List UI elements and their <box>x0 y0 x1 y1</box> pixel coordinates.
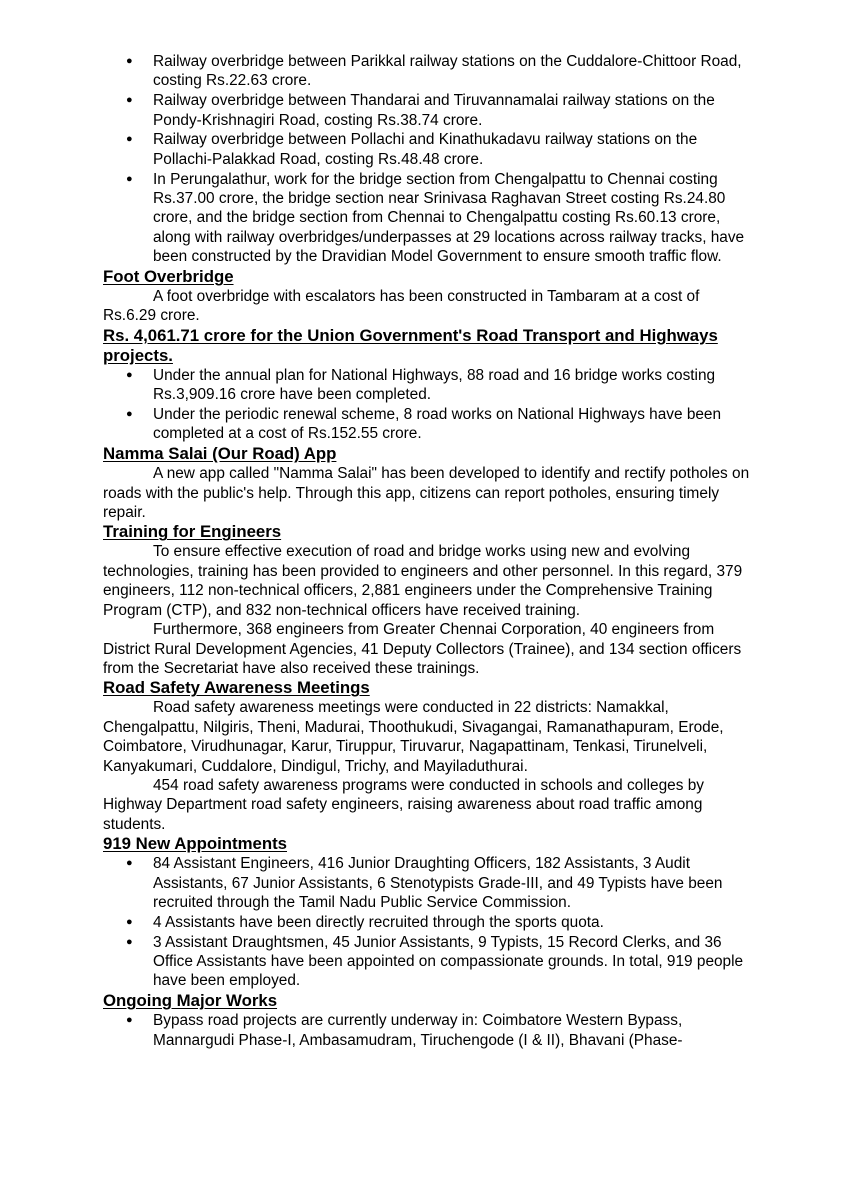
list-item: ● In Perungalathur, work for the bridge section from Chengalpattu to Chennai costing Rs.37.00 crore, the bridge section near Srinivasa Raghavan Street costing Rs.24.80 crore, and the bridge section from Chennai to Chengalpattu costing Rs.60.13 crore, along with railway overbridges/underpasses at 29 locations across railway tracks, have been constructed by the Dravidian Model Government to ensure smooth traffic flow. <box>126 170 745 266</box>
bullet-icon: ● <box>126 1014 133 1027</box>
bullet-list <box>103 854 751 991</box>
section-heading: Ongoing Major Works <box>103 991 278 1011</box>
section-heading: Training for Engineers <box>103 522 282 542</box>
bullet-icon: ● <box>126 172 133 185</box>
section-heading: Road Safety Awareness Meetings <box>103 678 370 698</box>
list-item: ● Bypass road projects are currently underway in: Coimbatore Western Bypass, Mannargudi Phase-I, Ambasamudram, Tiruchengode (I & II), Bhavani (Phase- <box>126 1012 683 1049</box>
list-item: ● Under the periodic renewal scheme, 8 road works on National Highways have been completed at a cost of Rs.152.55 crore. <box>126 406 722 443</box>
bullet-icon: ● <box>126 408 133 421</box>
section-heading: Rs. 4,061.71 crore for the Union Government's Road Transport and Highways projects. <box>103 325 718 365</box>
bullet-list <box>103 366 751 444</box>
section-heading: 919 New Appointments <box>103 834 288 854</box>
list-item: ● Railway overbridge between Pollachi and Kinathukadavu railway stations on the Pollachi-Palakkad Road, costing Rs.48.48 crore. <box>126 131 698 168</box>
paragraph: 454 road safety awareness programs were conducted in schools and colleges by Highway Department road safety engineers, raising awareness about road traffic among students. <box>103 776 704 833</box>
document-body <box>103 52 751 1050</box>
bullet-icon: ● <box>126 94 133 107</box>
bullet-icon: ● <box>126 55 133 67</box>
list-item: ● 84 Assistant Engineers, 416 Junior Draughting Officers, 182 Assistants, 3 Audit Assistants, 67 Junior Assistants, 6 Stenotypists Grade-III, and 49 Typists have been recruited through the Tamil Nadu Public Service Commission. <box>126 855 723 911</box>
paragraph: Furthermore, 368 engineers from Greater Chennai Corporation, 40 engineers from District Rural Development Agencies, 41 Deputy Collectors (Trainee), and 134 section officers from the Secretariat have also received these trainings. <box>103 621 742 677</box>
paragraph: Road safety awareness meetings were conducted in 22 districts: Namakkal, Chengalpattu, Nilgiris, Theni, Madurai, Thoothukudi, Sivagangai, Ramanathapuram, Erode, Coimbatore, Virudhunagar, Karur, Tiruppur, Tiruvarur, Nagapattinam, Tenkasi, Tirunelveli, Kanyakumari, Cuddalore, Dindigul, Trichy, and Mayiladuthurai. <box>103 699 724 775</box>
list-item: ● Railway overbridge between Thandarai and Tiruvannamalai railway stations on the Pondy-Krishnagiri Road, costing Rs.38.74 crore. <box>126 92 715 129</box>
bullet-icon: ● <box>126 857 133 870</box>
bullet-icon: ● <box>126 935 133 948</box>
list-item: ● 4 Assistants have been directly recruited through the sports quota. <box>126 913 604 931</box>
paragraph: A foot overbridge with escalators has been constructed in Tambaram at a cost of Rs.6.29 crore. <box>103 288 700 325</box>
bullet-icon: ● <box>126 915 133 928</box>
section-heading: Foot Overbridge <box>103 267 234 287</box>
paragraph: A new app called "Namma Salai" has been developed to identify and rectify potholes on roads with the public's help. Through this app, citizens can report potholes, ensuring timely repair. <box>103 465 750 522</box>
bullet-list <box>103 52 751 267</box>
list-item: ● Railway overbridge between Parikkal railway stations on the Cuddalore-Chittoor Road, costing Rs.22.63 crore. <box>126 53 742 90</box>
list-item: ● 3 Assistant Draughtsmen, 45 Junior Assistants, 9 Typists, 15 Record Clerks, and 36 Office Assistants have been appointed on compassionate grounds. In total, 919 people have been employed. <box>126 933 744 990</box>
list-item: ● Under the annual plan for National Highways, 88 road and 16 bridge works costing Rs.3,909.16 crore have been completed. <box>126 366 716 404</box>
bullet-icon: ● <box>126 368 133 381</box>
bullet-icon: ● <box>126 133 133 146</box>
paragraph: To ensure effective execution of road and bridge works using new and evolving technologies, training has been provided to engineers and other personnel. In this regard, 379 engineers, 112 non-technical officers, 2,881 engineers under the Comprehensive Training Program (CTP), and 832 non-technical officers have received training. <box>103 543 743 619</box>
bullet-list <box>103 1011 751 1050</box>
section-heading: Namma Salai (Our Road) App <box>103 444 337 464</box>
